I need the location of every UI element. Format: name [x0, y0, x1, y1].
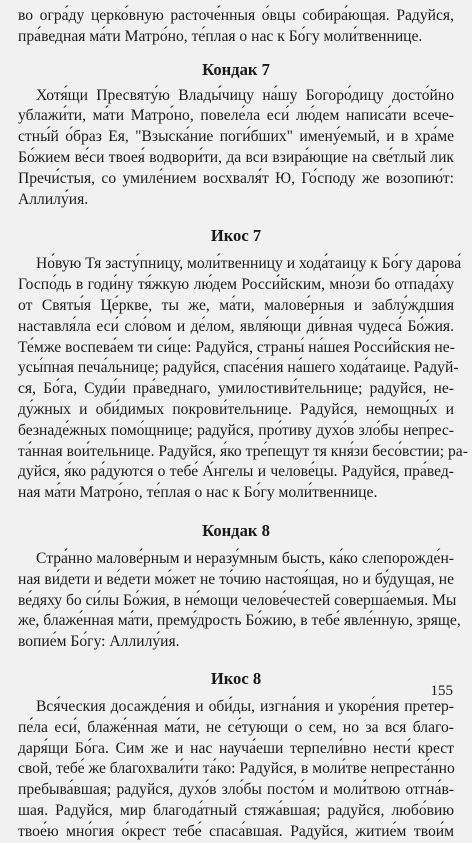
text-line: ная ма́ти Матро́но, те́плая о нас к Бо́гу моли́твеннице.: [18, 484, 378, 502]
text-line: Стра́нно малове́рным и неразу́мным бысть, ка́ко слепорожде́н-: [36, 549, 454, 567]
ikos-7-heading: Икос 7: [210, 226, 262, 246]
text-line: вопие́м Бо́гу: Аллилу́ия.: [18, 633, 180, 651]
text-line: Пречи́стыя, со умиле́нием восхваля́т Ю, Го́споду же возопию́т:: [18, 169, 454, 187]
text-line: пе́ла еси́, блаже́нная ма́ти, не се́тующи о сем, но за вся благо-: [18, 718, 454, 736]
text-line: Хотя́щи Пресвяту́ю Влады́чицу на́шу Богоро́дицу досто́йно: [36, 86, 454, 104]
kontakion-7-heading: Кондак 7: [202, 59, 270, 79]
text-line: ся, Бо́га, Суди́и пра́веднаго, умилостиви́тельнице; радуйся, не-: [18, 380, 454, 398]
text-line: даря́щи Бо́га. Сим же и нас науча́еши терпели́вно нести́ крест: [18, 739, 454, 757]
page-number: 155: [430, 683, 453, 699]
text-line: дуйся, я́ко ра́дуются о тебе́ А́нгелы и челове́цы. Радуйся, пра́вед-: [18, 463, 454, 481]
text-line: же, блаже́нная ма́ти, прему́дрость Бо́жию, в тебе́ явле́нную, зряще,: [18, 612, 461, 630]
text-line: пра́ведная ма́ти Матро́но, те́плая о нас к Бо́гу моли́твеннице.: [18, 27, 423, 45]
ikos-7-text: [18, 254, 468, 504]
text-line: во огра́ду церко́вную расточе́нныя о́вцы собира́ющая. Радуйся,: [18, 7, 454, 24]
kontakion-8-text: [18, 549, 461, 653]
text-line: Бо́жием ве́си твоея́ водвори́ти, да вси взира́ющие на све́тлый лик: [18, 148, 454, 166]
kontakion-8-heading: Кондак 8: [202, 520, 270, 540]
text-line: та́нная вои́тельнице. Радуйся, я́ко тре́пещут тя кня́зи бесо́встии; ра-: [18, 442, 468, 460]
text-line: стны́й о́браз Ея, "Взыска́ние поги́бших" имену́емый, и в хра́ме: [18, 128, 454, 146]
text-line: пребыва́вшая; радуйся, духо́в зло́бы посто́м и моли́твою отгна́в-: [18, 781, 454, 799]
text-line: свой, тебе́ же благохвали́ти та́ко: Радуйся, в моли́тве непреста́нно: [18, 760, 455, 778]
text-line: Но́вую Тя засту́пницу, моли́твенницу и хода́таицу к Бо́гу дарова́: [36, 255, 462, 273]
text-line: ду́жных и оби́димых покрови́тельнице. Радуйся, немощны́х и: [18, 400, 454, 418]
text-line: Аллилу́ия.: [18, 190, 89, 208]
text-line: шая. Радуйся, мир благода́тный стяжа́вшая; радуйся, любо́вию: [18, 801, 454, 819]
text-line: от Святы́я Це́ркве, ты же, ма́ти, малове́рныя и заблу́ждшия: [18, 296, 454, 314]
text-line: Вся́ческия досажде́ния и оби́ды, изгна́ния и укоре́ния претер-: [36, 697, 454, 715]
ikos-8-heading: Икос 8: [210, 668, 262, 688]
text-line: наставля́ла еси́ сло́вом и де́лом, явля́ющи ди́вная чудеса́ Бо́жия.: [18, 317, 454, 335]
text-line: Госпо́дь в годи́ну тя́жкую лю́дем Росси́йским, мно́зи бо отпада́ху: [18, 276, 454, 294]
text-line: ублажи́ти, ма́ти Матро́но, повеле́ла еси́ лю́дем написа́ти всече-: [18, 107, 454, 125]
kontakion-7-text: [18, 86, 454, 211]
text-line: ве́дяху бо си́лы Бо́жия, в не́мощи челове́честей соверша́емыя. Мы: [18, 591, 457, 609]
text-line: безнаде́жных помо́щнице; радуйся, про́тиву духо́в зло́бы непрес-: [18, 421, 454, 439]
text-line: твое́ю мно́гия о́крест тебе́ спаса́вшая. Радуйся, житие́м твои́м: [18, 822, 454, 840]
text-line: Те́мже воспева́ем ти си́це: Радуйся, страны́ на́шея Росси́йския не-: [18, 338, 455, 356]
prev-ikos-ending: [18, 6, 454, 48]
text-line: ная ви́дети и ве́дети мо́жет не то́чию настоя́щая, но и бу́дущая, не: [18, 570, 454, 588]
text-line: усы́пная печа́льнице; радуйся, спасе́ния на́шего хода́таице. Радуй-: [18, 359, 459, 377]
ikos-8-text: [18, 697, 454, 843]
